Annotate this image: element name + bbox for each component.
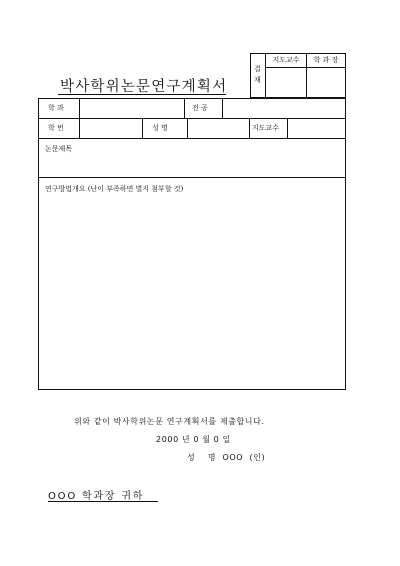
addressee: OOO 학과장 귀하	[48, 491, 145, 502]
thesis-title-label: 논문제목	[45, 145, 73, 153]
name-label: 성 명	[152, 124, 168, 132]
research-overview-field[interactable]	[40, 197, 345, 389]
research-overview-label: 연구방법개요 (난이 부족하면 별지 첨부할 것)	[45, 185, 184, 193]
application-form	[38, 98, 346, 390]
submission-statement: 위와 같이 박사학위논문 연구계획서를 제출합니다.	[74, 417, 265, 426]
title-underline	[58, 94, 226, 95]
row-divider-2	[39, 138, 345, 139]
major-label: 전 공	[192, 104, 208, 112]
approval-side-label-1: 결	[254, 65, 261, 73]
approval-side-cell	[251, 54, 266, 97]
submission-date: 2000 년 0 월 0 일	[156, 435, 231, 444]
document-title: 박사학위논문연구계획서	[60, 79, 228, 95]
approval-header-dept-head: 학 과 장	[306, 54, 346, 68]
approval-box	[250, 53, 346, 98]
row-divider-1	[39, 118, 345, 119]
major-field[interactable]	[223, 100, 345, 117]
approval-sign-dept-head[interactable]	[307, 68, 346, 98]
approval-side-label-2: 재	[254, 76, 261, 84]
student-id-label: 학 번	[48, 124, 64, 132]
advisor-field[interactable]	[288, 120, 345, 137]
department-label: 학 과	[48, 104, 64, 112]
signature-line: 성 명 OOO (인)	[187, 453, 266, 462]
col-divider-advisor	[249, 118, 250, 138]
col-divider-major	[184, 99, 185, 118]
row-divider-3	[39, 177, 345, 178]
advisor-label: 지도교수	[252, 124, 280, 132]
approval-sign-advisor[interactable]	[266, 68, 306, 98]
addressee-underline	[48, 501, 158, 502]
approval-header-advisor: 지도교수	[266, 54, 306, 68]
col-divider-name	[142, 118, 143, 138]
thesis-title-field[interactable]	[40, 157, 345, 176]
student-id-field[interactable]	[80, 120, 141, 137]
department-field[interactable]	[80, 100, 183, 117]
name-field[interactable]	[188, 120, 248, 137]
